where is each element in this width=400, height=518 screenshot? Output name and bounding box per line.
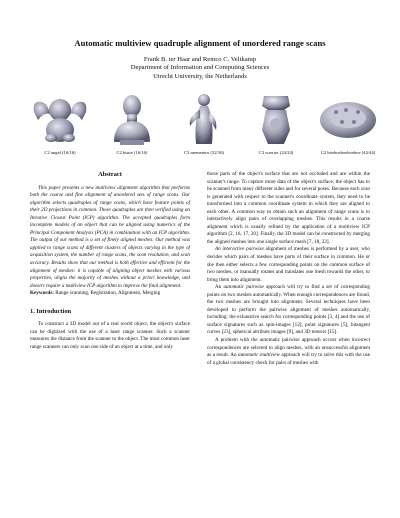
figure-caption: C2 buste (16/16) bbox=[116, 150, 148, 155]
section-heading: 1. Introduction bbox=[30, 307, 72, 315]
bowl-scan-icon bbox=[316, 90, 380, 146]
left-column bbox=[30, 171, 190, 351]
emphasis: automatic multiview bbox=[238, 352, 280, 359]
body-paragraph bbox=[207, 284, 370, 337]
abstract-heading: Abstract bbox=[98, 171, 122, 178]
paper-title: Automatic multiview quadruple alignment of unordered range scans bbox=[74, 38, 326, 48]
right-column bbox=[207, 171, 370, 367]
department: Department of Information and Computing Sciences bbox=[130, 64, 270, 72]
body-text: An bbox=[215, 284, 224, 291]
body-text: approach will try to solve this with the use of a global consistency check for pairs of meshes with bbox=[207, 352, 370, 366]
figure-caption: C2 angel (16/16) bbox=[44, 150, 76, 155]
keywords bbox=[30, 290, 190, 298]
body-text: A problem with the automatic pairwise approach occurs when incorrect correspondences are selected to align meshes, with an unsuccessful alignment as a result. An bbox=[207, 337, 370, 359]
emphasis: automatic pairwise bbox=[223, 284, 264, 291]
figure-caption: C3 mementos (32/36) bbox=[183, 150, 225, 155]
figure-caption: C3 warrior (24/24) bbox=[258, 150, 294, 155]
figure-warrior bbox=[244, 90, 308, 158]
mementos-scan-icon bbox=[172, 90, 236, 146]
emphasis: An interactive pairwise bbox=[215, 246, 264, 253]
body-paragraph bbox=[207, 337, 370, 367]
teaser-figure bbox=[28, 90, 380, 158]
body-paragraph: those parts of the object's surface that are not occluded and are within the scanner's range. To capture more data of the object's surface, the object has to be scanned from many different sides and for several poses. Because each scan is generated with respect to the scanner's coordinate system, they need to be transformed into a common coordinate system in which they are aligned to each other. A common way to obtain such an alignment of range scans is to interactively align pairs of overlapping meshes. This results in a coarse alignment which is usually refined by the application of a multiview ICP algorithm [2, 16, 17, 20]. Finally, the 3D model can be constructed by merging the aligned meshes into one single surface mesh [7, 18, 22]. bbox=[207, 171, 370, 245]
figure-caption: C2 boeboeboeboeboe (44/44) bbox=[320, 150, 376, 155]
figure-angel bbox=[28, 90, 92, 158]
author-block bbox=[0, 56, 400, 81]
figure-buste bbox=[100, 90, 164, 158]
angel-scan-icon bbox=[28, 90, 92, 146]
body-text: alignment of meshes is performed by a user, who decides which pairs of meshes have parts of their surface in common. He or she then either selects a few corresponding points on the common surface of two meshes, or manually rotates and translates one mesh towards the other, to bring them into alignment. bbox=[207, 246, 370, 283]
abstract-text: This paper presents a new multiview alignment algorithm that performs both the coarse and fine alignment of unordered sets of range scans. Our algorithm selects quadruples of range scans, which have feature points of their 2D projections in common. These quadruples are then verified using an Iterative Closest Point (ICP) algorithm. The accepted quadruples form incomplete models of an object that can be aligned using numerics of the Principal Component Analysis (PCA) in combination with an ICP algorithm. The output of our method is a set of finely aligned meshes. Our method was applied to range scans of different clusters of objects varying in the type of acquisition system, the number of range scans, the scan resolution, and scan accuracy. Results show that our method is both effective and efficient for the alignment of meshes: it is capable of aligning object meshes with various properties, aligns the majority of meshes without a priori knowledge, and doesn't require a multiview ICP algorithm to improve the final alignment. bbox=[30, 184, 190, 289]
affiliation: Utrecht University, the Netherlands bbox=[153, 72, 247, 80]
authors: Frank B. ter Haar and Remco C. Veltkamp bbox=[143, 56, 257, 63]
figure-mementos bbox=[172, 90, 236, 158]
keywords-list: Range scanning, Registration, Alignment, Merging bbox=[55, 290, 161, 297]
bust-scan-icon bbox=[100, 90, 164, 146]
body-text: approach will try to find a set of corresponding points on two meshes automatically. When enough correspondences are found, the two meshes are brought into alignment. Several techniques have been developed to perform the pairwise alignment of meshes automatically, including: the exhaustive search for corresponding points [3, 4] and the use of surface signatures such as spin-images [12], point signatures [5], bitangent curves [23], spherical attribute images [9], and 3D tensors [15]. bbox=[207, 284, 370, 336]
warrior-scan-icon bbox=[244, 90, 308, 146]
keywords-label: Keywords: bbox=[30, 290, 54, 297]
intro-paragraph: To construct a 3D model out of a real world object, the object's surface can be digitized with the use of a laser range scanner. Such a scanner measures the distance from the scanner to the object. The most common laser range scanners can only scan one side of an object at a time, and only bbox=[30, 321, 190, 350]
figure-bowl bbox=[316, 90, 380, 158]
body-paragraph bbox=[207, 246, 370, 284]
